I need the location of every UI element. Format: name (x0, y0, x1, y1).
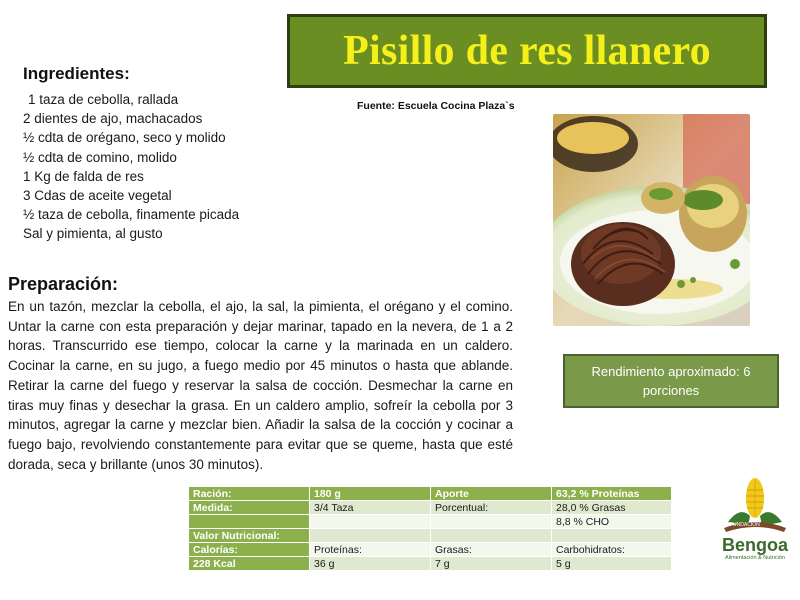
ingredients-list (23, 90, 239, 244)
table-cell (310, 515, 431, 529)
logo-small-text: FUNDACIÓN (730, 522, 760, 528)
ingredients-heading: Ingredientes: (23, 64, 130, 83)
table-cell: Calorías: (189, 543, 310, 557)
table-cell: Ración: (189, 487, 310, 501)
recipe-source: Fuente: Escuela Cocina Plaza`s (357, 100, 515, 112)
ingredient-item: 1 Kg de falda de res (23, 168, 144, 184)
logo-name: Bengoa (721, 535, 788, 555)
table-cell: Grasas: (431, 543, 552, 557)
title-banner (287, 14, 767, 88)
dish-photo-illustration (553, 114, 750, 326)
table-cell (431, 529, 552, 543)
table-cell: Valor Nutricional: (189, 529, 310, 543)
ingredient-item: 3 Cdas de aceite vegetal (23, 188, 172, 204)
table-row (189, 515, 672, 529)
table-row (189, 501, 672, 515)
recipe-title: Pisillo de res llanero (343, 28, 711, 74)
table-cell: 8,8 % CHO (552, 515, 672, 529)
nutrition-table (188, 486, 672, 571)
table-row (189, 557, 672, 571)
yield-box (563, 354, 779, 408)
table-cell: Porcentual: (431, 501, 552, 515)
table-cell: Aporte (431, 487, 552, 501)
table-cell (310, 529, 431, 543)
ingredient-item: 1 taza de cebolla, rallada (28, 92, 179, 107)
table-cell (552, 529, 672, 543)
ingredient-item: ½ cdta de orégano, seco y molido (23, 130, 226, 146)
table-cell: 5 g (552, 557, 672, 571)
table-cell: 3/4 Taza (310, 501, 431, 515)
bengoa-logo (712, 476, 798, 586)
table-cell (189, 515, 310, 529)
dish-photo (553, 114, 750, 326)
table-cell: 36 g (310, 557, 431, 571)
ingredient-item: 2 dientes de ajo, machacados (23, 111, 203, 127)
corn-logo-icon (720, 476, 790, 538)
table-cell: Medida: (189, 501, 310, 515)
table-cell: 180 g (310, 487, 431, 501)
table-row (189, 487, 672, 501)
table-cell: Proteínas: (310, 543, 431, 557)
ingredient-item: ½ taza de cebolla, finamente picada (23, 207, 240, 223)
preparation-text: En un tazón, mezclar la cebolla, el ajo, la sal, la pimienta, el orégano y el comino. Untar la carne con esta preparación y dejar marinar, tapado en la nevera, de 1 a 2 horas. Transcurrido ese tiempo, colocar la carne y la marinada en un caldero. Cocinar la carne, en su jugo, a fuego medio por 45 minutos o hasta que ablande. Retirar la carne del fuego y reservar la salsa de cocción. Desmechar la carne en tiras muy finas y desechar la grasa. En un caldero amplio, sofreír la cebolla por 3 minutos, agregar la carne y mezclar bien. Añadir la salsa de la cocción y cocinar a fuego bajo, revolviendo constantemente para evitar que se queme, hasta que esté dorada, seca y brillante (unos 30 minutos). (8, 299, 513, 472)
preparation-heading: Preparación: (8, 274, 119, 294)
table-cell: 7 g (431, 557, 552, 571)
ingredient-item: ½ cdta de comino, molido (23, 149, 177, 165)
table-cell: 63,2 % Proteínas (552, 487, 672, 501)
ingredient-item: Sal y pimienta, al gusto (23, 226, 163, 242)
yield-text: Rendimiento aproximado: 6 porciones (591, 364, 751, 398)
table-cell: 28,0 % Grasas (552, 501, 672, 515)
table-cell (431, 515, 552, 529)
table-cell: Carbohidratos: (552, 543, 672, 557)
table-row (189, 543, 672, 557)
logo-tagline: Alimentación & Nutrición (725, 555, 785, 561)
table-cell: 228 Kcal (189, 557, 310, 571)
table-row (189, 529, 672, 543)
